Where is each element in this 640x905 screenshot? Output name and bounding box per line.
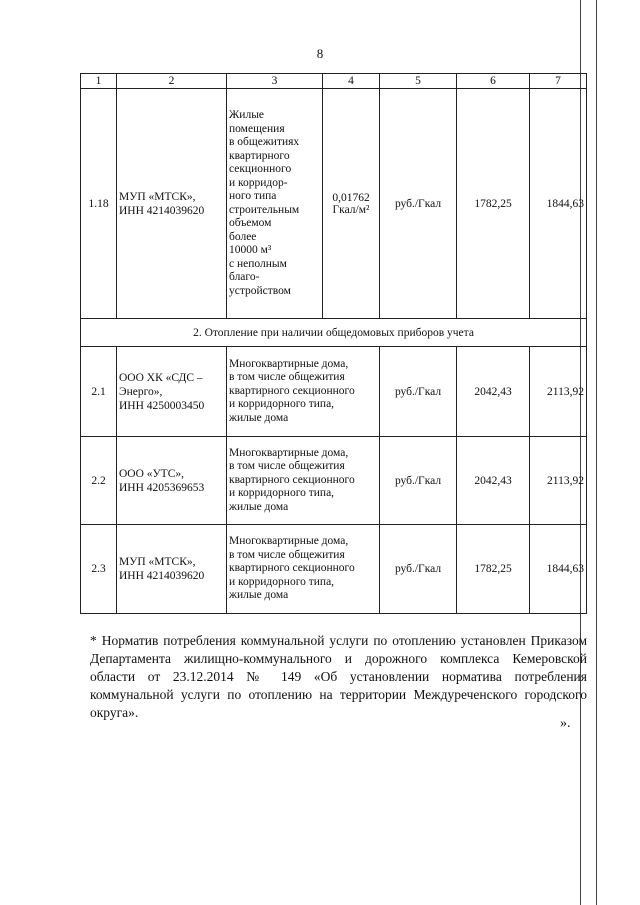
- unit-cell: руб./Гкал: [380, 525, 457, 614]
- tariff-price-2: 1844,63: [530, 89, 587, 319]
- column-header: 6: [457, 74, 530, 89]
- description-line: и корридорного типа,: [229, 398, 335, 411]
- organization-cell: [117, 89, 227, 319]
- description-line: благо-: [229, 271, 260, 283]
- tariff-price-2: 2113,92: [530, 437, 587, 525]
- description-line: более: [229, 230, 257, 243]
- column-header: 7: [530, 74, 587, 89]
- tariff-price-1: 1782,25: [457, 89, 530, 319]
- description-line: помещения: [229, 122, 285, 135]
- organization-line: ИНН 4214039620: [119, 204, 205, 217]
- organization-line: Энерго»,: [119, 385, 163, 398]
- norm-unit: Гкал/м²: [332, 203, 370, 216]
- organization-line: МУП «МТСК»,: [119, 190, 196, 203]
- description-line: строительным: [229, 203, 300, 216]
- description-line: в общежитиях: [229, 136, 300, 148]
- organization-cell: [117, 525, 227, 614]
- table-row: [81, 89, 587, 319]
- description-line: квартирного секционного: [229, 384, 355, 397]
- table-row: [81, 525, 587, 614]
- row-number: 2.2: [81, 437, 117, 525]
- description-line: Многоквартирные дома,: [229, 357, 349, 370]
- description-line: Многоквартирные дома,: [229, 535, 349, 548]
- organization-line: МУП «МТСК»,: [119, 556, 196, 568]
- description-line: квартирного секционного: [229, 562, 355, 575]
- description-line: жилые дома: [229, 411, 289, 424]
- organization-line: ООО «УТС»,: [119, 467, 185, 480]
- description-line: в том числе общежития: [229, 371, 345, 384]
- description-line: ного типа: [229, 190, 277, 202]
- description-line: квартирного секционного: [229, 473, 355, 486]
- organization-line: ИНН 4250003450: [119, 399, 205, 412]
- organization-line: ИНН 4205369653: [119, 481, 205, 494]
- tariff-price-1: 2042,43: [457, 347, 530, 437]
- description-line: Многоквартирные дома,: [229, 446, 349, 459]
- page-edge-line: [596, 0, 597, 905]
- organization-cell: [117, 347, 227, 437]
- description-line: и корридорного типа,: [229, 575, 335, 588]
- description-line: устройством: [229, 284, 291, 297]
- unit-cell: руб./Гкал: [380, 437, 457, 525]
- row-number: 2.3: [81, 525, 117, 614]
- organization-line: ИНН 4214039620: [119, 570, 205, 582]
- description-line: секционного: [229, 163, 292, 175]
- description-line: и корридорного типа,: [229, 487, 335, 500]
- column-header: 4: [323, 74, 380, 89]
- table-row: [81, 347, 587, 437]
- description-line: в том числе общежития: [229, 548, 345, 561]
- row-number: 2.1: [81, 347, 117, 437]
- tariff-price-1: 2042,43: [457, 437, 530, 525]
- tariff-price-1: 1782,25: [457, 525, 530, 614]
- row-number: 1.18: [81, 89, 117, 319]
- unit-cell: руб./Гкал: [380, 347, 457, 437]
- unit-cell: руб./Гкал: [380, 89, 457, 319]
- description-cell: [227, 347, 380, 437]
- column-header: 2: [117, 74, 227, 89]
- tariff-price-2: 1844,63: [530, 525, 587, 614]
- description-line: объемом: [229, 217, 272, 229]
- tariff-price-2: 2113,92: [530, 347, 587, 437]
- section-title: 2. Отопление при наличии общедомовых приборов учета: [81, 319, 587, 347]
- description-line: квартирного: [229, 149, 290, 162]
- closing-quote: ».: [560, 716, 571, 731]
- footnote: * Норматив потребления коммунальной услуги по отоплению установлен Приказом Департамента жилищно-коммунального и дорожного комплекса Кемеровской области от 23.12.2014 № 149 «Об установлении норматива потребления коммунальной услуги по отоплению на территории Междуреченского городского округа».: [90, 633, 587, 720]
- description-line: жилые дома: [229, 589, 289, 602]
- column-header: 5: [380, 74, 457, 89]
- organization-line: ООО ХК «СДС –: [119, 371, 203, 384]
- description-line: и корридор-: [229, 176, 288, 189]
- description-line: жилые дома: [229, 500, 289, 513]
- description-line: с неполным: [229, 257, 287, 270]
- description-line: в том числе общежития: [229, 460, 345, 473]
- norm-cell: [323, 89, 380, 319]
- tariff-table: [80, 73, 587, 614]
- organization-cell: [117, 437, 227, 525]
- description-cell: [227, 525, 380, 614]
- description-cell: [227, 437, 380, 525]
- description-line: Жилые: [229, 109, 265, 121]
- description-cell: [227, 89, 323, 319]
- page-number: 8: [316, 46, 324, 61]
- description-line: 10000 м³: [229, 244, 272, 256]
- table-header-row: [81, 74, 587, 89]
- norm-value: 0,01762: [332, 191, 370, 204]
- column-header: 1: [81, 74, 117, 89]
- section-heading-row: [81, 319, 587, 347]
- table-row: [81, 437, 587, 525]
- column-header: 3: [227, 74, 323, 89]
